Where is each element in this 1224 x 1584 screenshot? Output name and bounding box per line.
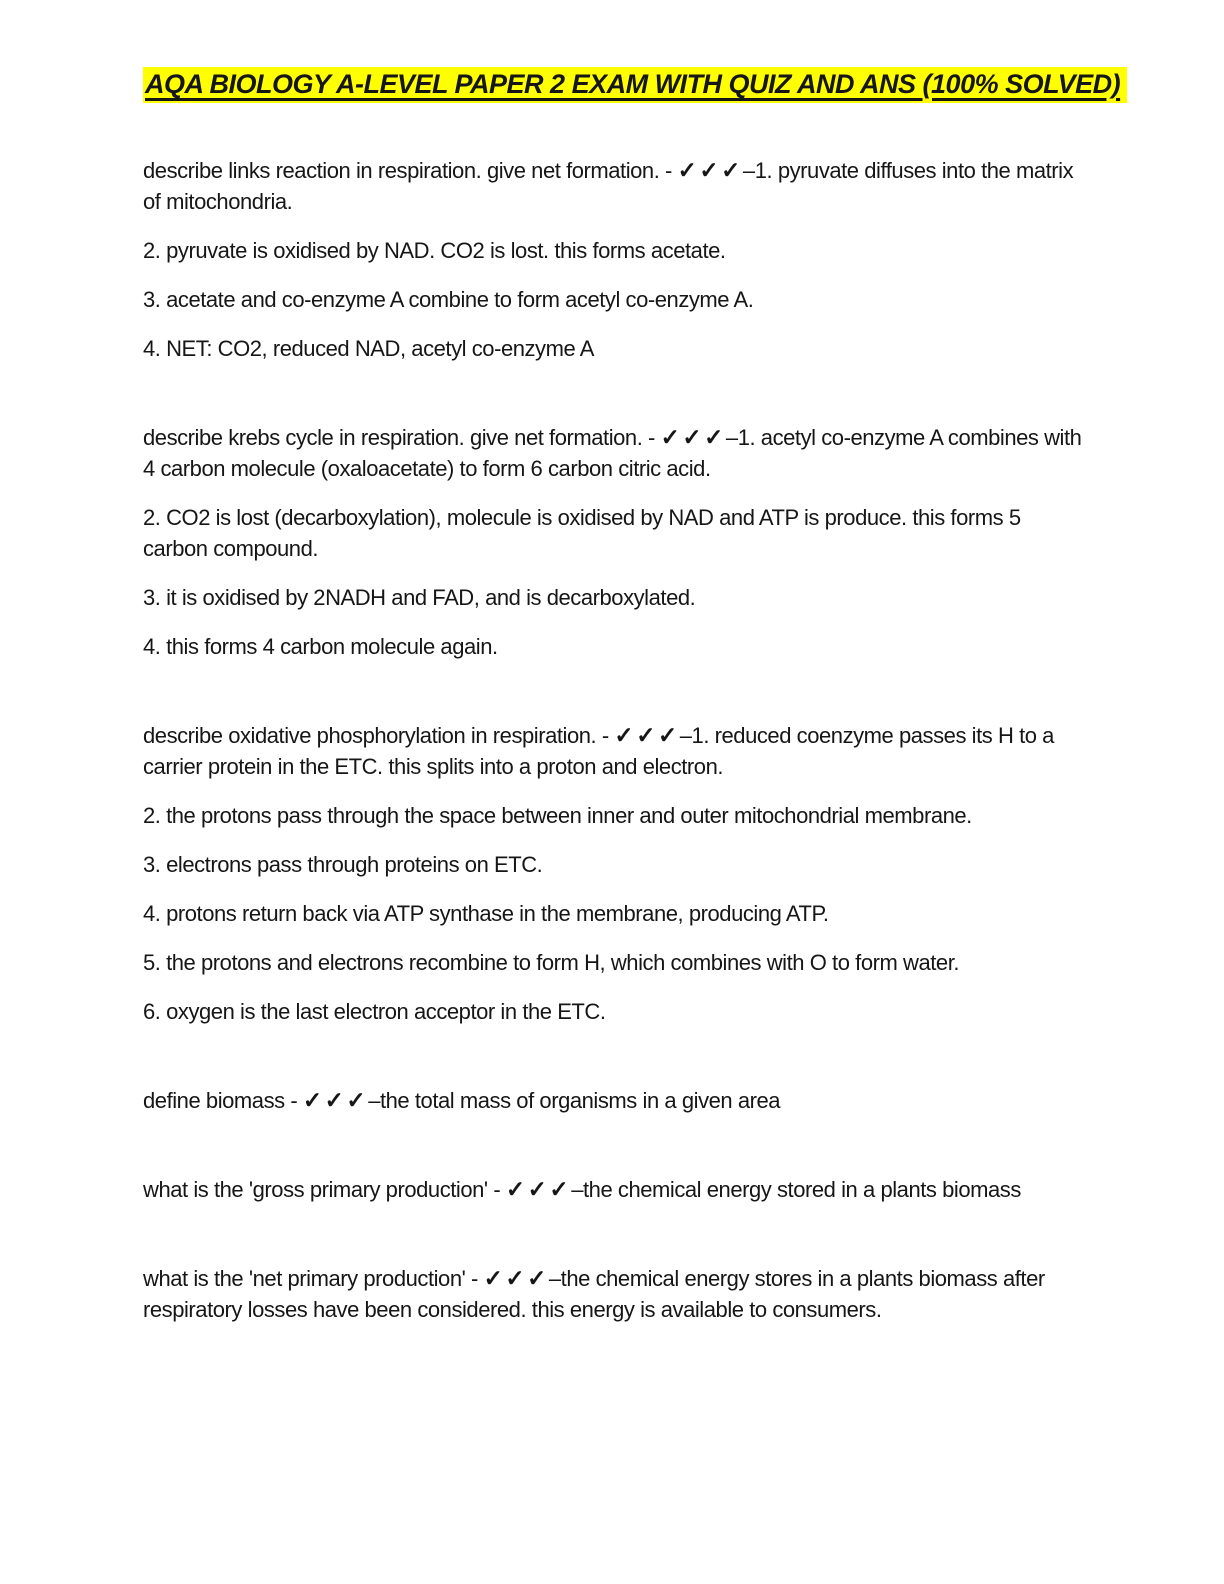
qa-paragraph: [143, 422, 1084, 484]
text-run: 2. CO2 is lost (decarboxylation), molecule is oxidised by NAD and ATP is produce. this forms 5 carbon compound.: [143, 505, 1021, 561]
text-run: 2. pyruvate is oxidised by NAD. CO2 is lost. this forms acetate.: [143, 238, 726, 263]
qa-paragraph: [143, 1085, 1084, 1116]
text-run: 4. NET: CO2, reduced NAD, acetyl co-enzyme A: [143, 336, 594, 361]
text-run: –the total mass of organisms in a given area: [368, 1088, 781, 1113]
qa-paragraph: [143, 720, 1084, 782]
qa-block: [143, 422, 1084, 662]
text-run: describe links reaction in respiration. give net formation. -: [143, 158, 678, 183]
checkmarks-icon: ✓✓✓: [483, 1265, 549, 1291]
qa-paragraph: [143, 631, 1084, 662]
text-run: 3. electrons pass through proteins on ETC.: [143, 852, 543, 877]
text-run: –the chemical energy stored in a plants biomass: [571, 1177, 1021, 1202]
text-run: describe oxidative phosphorylation in respiration. -: [143, 723, 615, 748]
checkmarks-icon: ✓✓✓: [302, 1087, 369, 1113]
text-run: 5. the protons and electrons recombine to form H, which combines with O to form water.: [143, 950, 960, 975]
highlighted-title-text: AQA BIOLOGY A-LEVEL PAPER 2 EXAM WITH QUIZ AND ANS (100% SOLVED): [143, 67, 1127, 103]
text-run: 4. this forms 4 carbon molecule again.: [143, 634, 498, 659]
qa-block: [143, 1174, 1084, 1205]
text-run: 4. protons return back via ATP synthase in the membrane, producing ATP.: [143, 901, 829, 926]
text-run: what is the 'gross primary production' -: [143, 1177, 506, 1202]
qa-paragraph: [143, 502, 1084, 564]
qa-paragraph: [143, 1174, 1084, 1205]
text-run: 3. it is oxidised by 2NADH and FAD, and is decarboxylated.: [143, 585, 696, 610]
qa-block: [143, 1085, 1084, 1116]
text-run: –the chemical energy stores in a plants biomass after respiratory losses have been considered. this energy is available to consumers.: [143, 1266, 1045, 1322]
qa-paragraph: [143, 898, 1084, 929]
checkmarks-icon: ✓✓✓: [660, 424, 726, 450]
text-run: 2. the protons pass through the space between inner and outer mitochondrial membrane.: [143, 803, 972, 828]
qa-paragraph: [143, 947, 1084, 978]
qa-paragraph: [143, 235, 1084, 266]
checkmarks-icon: ✓✓✓: [677, 157, 743, 183]
page-title: [143, 64, 1121, 105]
qa-paragraph: [143, 800, 1084, 831]
qa-paragraph: [143, 155, 1084, 217]
text-run: –1. acetyl co-enzyme A combines with 4 carbon molecule (oxaloacetate) to form 6 carbon citric acid.: [143, 425, 1082, 481]
text-run: define biomass -: [143, 1088, 303, 1113]
text-run: –1. pyruvate diffuses into the matrix of mitochondria.: [143, 158, 1074, 214]
qa-paragraph: [143, 284, 1084, 315]
checkmarks-icon: ✓✓✓: [614, 722, 680, 748]
qa-paragraph: [143, 849, 1084, 880]
qa-paragraph: [143, 333, 1084, 364]
text-run: –1. reduced coenzyme passes its H to a carrier protein in the ETC. this splits into a proton and electron.: [143, 723, 1054, 779]
qa-block: [143, 1263, 1084, 1325]
qa-paragraph: [143, 582, 1084, 613]
text-run: 3. acetate and co-enzyme A combine to form acetyl co-enzyme A.: [143, 287, 754, 312]
qa-paragraph: [143, 996, 1084, 1027]
checkmarks-icon: ✓✓✓: [505, 1176, 572, 1202]
qa-paragraph: [143, 1263, 1084, 1325]
text-run: describe krebs cycle in respiration. give net formation. -: [143, 425, 661, 450]
qa-block: [143, 155, 1084, 364]
text-run: what is the 'net primary production' -: [143, 1266, 484, 1291]
text-run: 6. oxygen is the last electron acceptor in the ETC.: [143, 999, 606, 1024]
qa-content: [143, 155, 1084, 1325]
qa-block: [143, 720, 1084, 1027]
